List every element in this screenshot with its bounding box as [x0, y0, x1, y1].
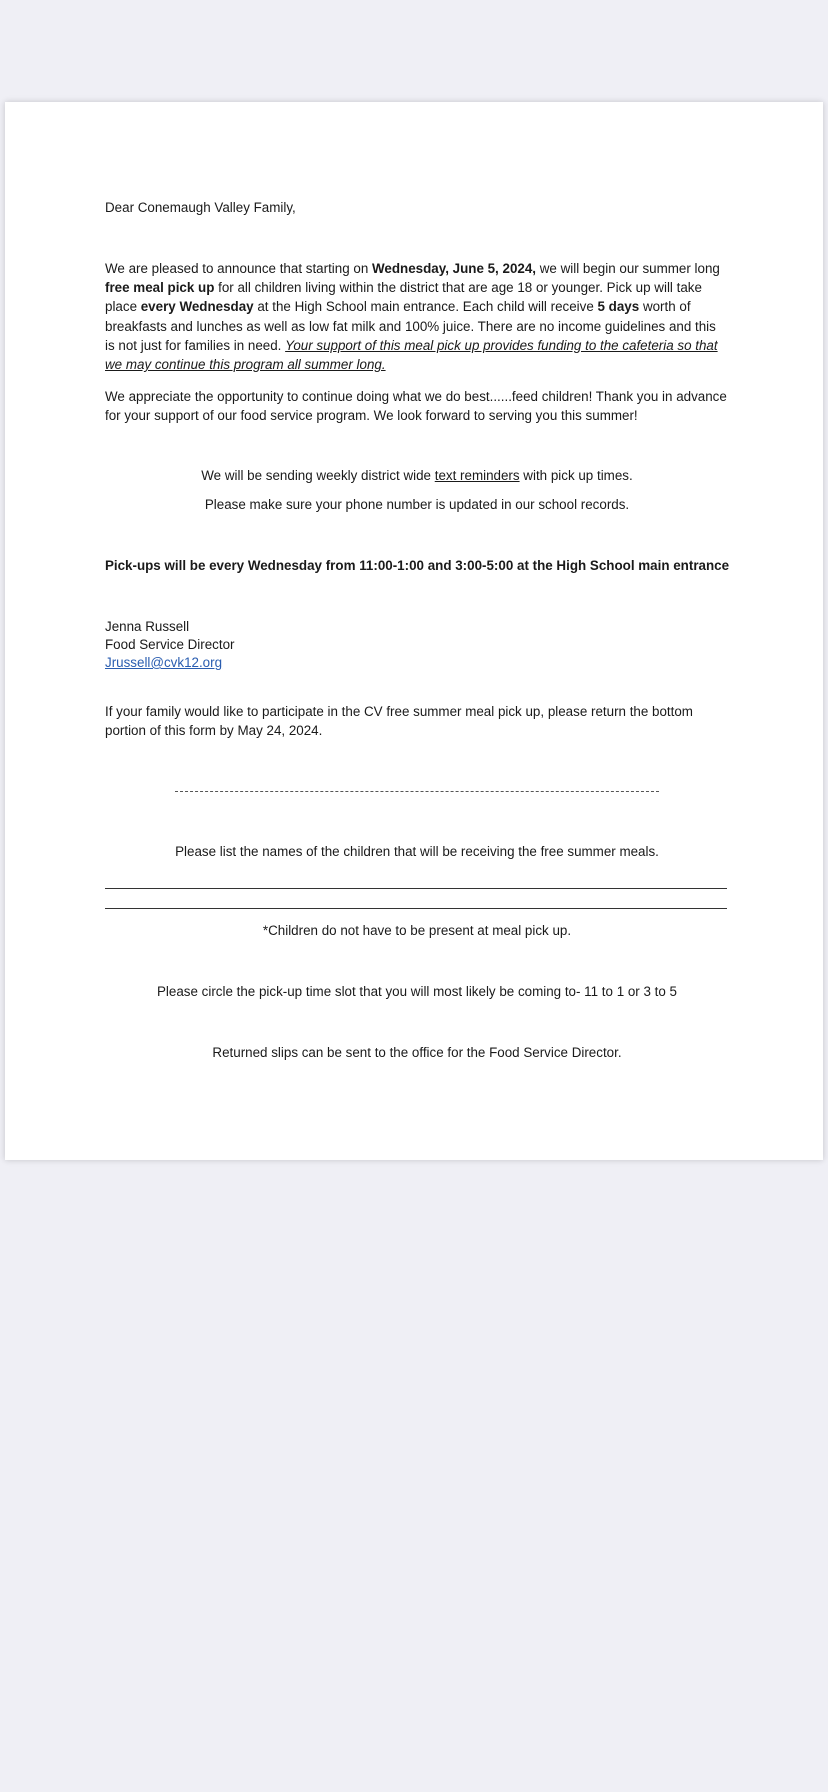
tear-off-line [175, 791, 659, 792]
greeting: Dear Conemaugh Valley Family, [105, 200, 296, 215]
support-note: Your support of this meal pick up provides funding to the cafeteria so that we may continue this program all summer long. [105, 337, 718, 373]
name-line-2[interactable] [105, 908, 727, 909]
announcement-text-1: We are pleased to announce that starting on [105, 261, 373, 276]
text-reminders: text reminders [434, 468, 520, 483]
reminder-text-1: We will be sending weekly district wide [201, 468, 435, 483]
text-reminders-note [105, 466, 729, 485]
announcement-text-4: at the High School main entrance. Each child will receive [253, 299, 598, 315]
announcement-text-5: worth of breakfasts and lunches as well as low fat milk and 100% juice. There are no income guidelines and this is not just for families in need. [105, 299, 716, 353]
announcement-text-2: we will begin our summer long [536, 261, 720, 276]
presence-note: *Children do not have to be present at meal pick up. [262, 923, 572, 938]
time-slot-prompt: Please circle the pick-up time slot that you will most likely be coming to- 11 to 1 or 3 to 5 [157, 984, 677, 999]
every-wednesday: every Wednesday [140, 299, 254, 315]
participate-paragraph: If your family would like to participate in the CV free summer meal pick up, please return the bottom portion of this form by May 24, 2024. [105, 704, 693, 739]
start-date: Wednesday, June 5, 2024, [372, 261, 537, 276]
five-days: 5 days [597, 299, 640, 315]
pickup-times: Pick-ups will be every Wednesday from 11:00-1:00 and 3:00-5:00 at the High School main entrance [104, 558, 730, 573]
free-meal-pick-up: free meal pick up [105, 280, 215, 296]
phone-update-note: Please make sure your phone number is updated in our school records. [204, 497, 630, 512]
names-prompt: Please list the names of the children that will be receiving the free summer meals. [175, 844, 659, 859]
announcement-text-3: for all children living within the district that are age 18 or younger. Pick up will take place [105, 280, 702, 315]
signature-title: Food Service Director [105, 637, 235, 652]
signature-name: Jenna Russell [105, 619, 190, 634]
name-line-1[interactable] [105, 888, 727, 889]
signature-email-link[interactable]: Jrussell@cvk12.org [105, 655, 223, 670]
appreciation-paragraph: We appreciate the opportunity to continue doing what we do best......feed children! Thank you in advance for your support of our food service program. We look forward to serving you this summer! [105, 389, 727, 424]
signature-email-paragraph [105, 653, 729, 672]
reminder-text-2: with pick up times. [519, 468, 633, 483]
announcement-paragraph [105, 259, 729, 374]
letter-page [5, 102, 823, 1160]
return-note: Returned slips can be sent to the office for the Food Service Director. [212, 1045, 622, 1060]
